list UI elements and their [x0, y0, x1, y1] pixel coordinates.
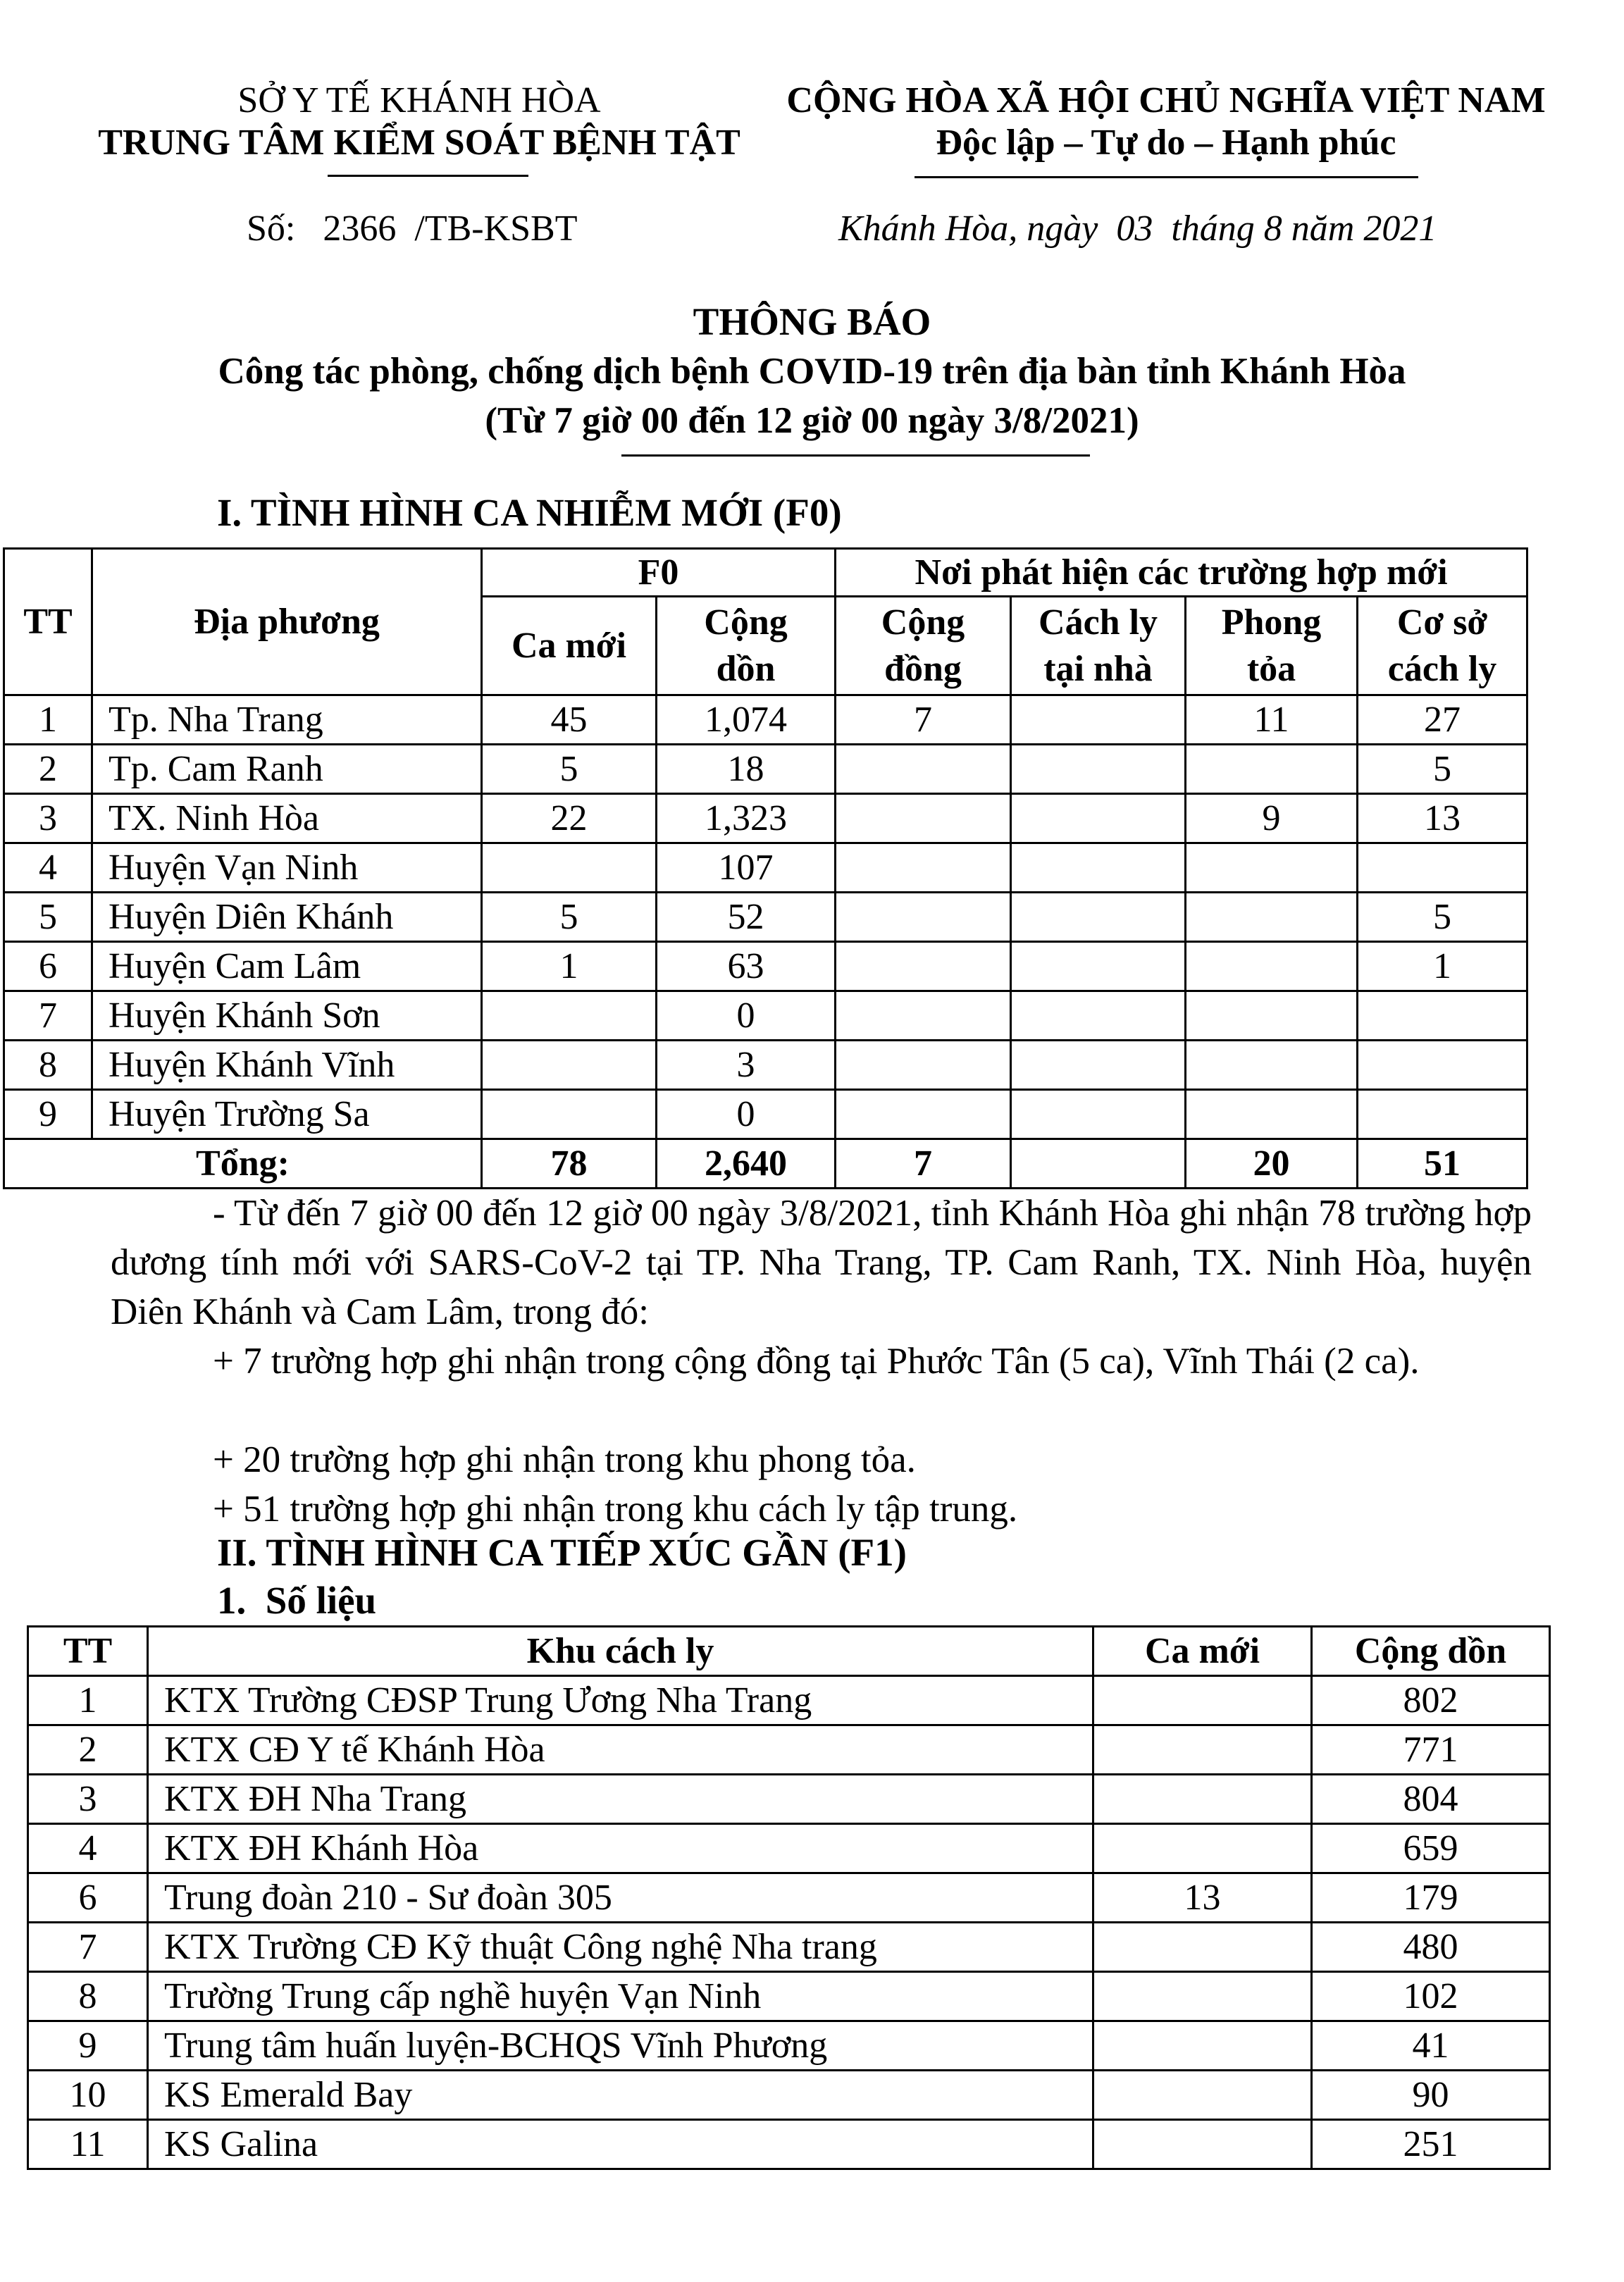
motto-underline	[915, 176, 1418, 178]
table-row	[28, 2071, 1550, 2120]
cell-new	[482, 1041, 657, 1090]
cell-lockdown	[1186, 1041, 1358, 1090]
cell-home	[1011, 794, 1186, 843]
header-lockdown-l1: Phong	[1221, 602, 1322, 643]
cell-tt: 7	[4, 991, 92, 1041]
table-row	[28, 2021, 1550, 2071]
table-row	[28, 1824, 1550, 1873]
cell-lockdown	[1186, 843, 1358, 893]
cell-community: 7	[836, 695, 1011, 745]
cell-home	[1011, 893, 1186, 942]
cell-home	[1011, 843, 1186, 893]
header-home-isolation-l2: tại nhà	[1043, 648, 1153, 689]
cell-locality: Huyện Khánh Vĩnh	[92, 1041, 482, 1090]
table-row	[4, 794, 1527, 843]
cell-new	[1093, 2120, 1312, 2169]
cell-home	[1011, 1090, 1186, 1139]
summary-paragraph: - Từ đến 7 giờ 00 đến 12 giờ 00 ngày 3/8/2021, tỉnh Khánh Hòa ghi nhận 78 trường hợp dương tính mới với SARS-CoV-2 tại TP. Nha Trang, TP. Cam Ranh, TX. Ninh Hòa, huyện Diên Khánh và Cam Lâm, trong đó:	[111, 1193, 1532, 1332]
cell-facility	[1358, 843, 1527, 893]
cell-new	[1093, 1923, 1312, 1972]
header-isolation-facility-l1: Cơ sở	[1396, 602, 1488, 643]
f1-table	[27, 1625, 1551, 2170]
facility-cases-note: + 51 trường hợp ghi nhận trong khu cách ly tập trung.	[213, 1489, 1018, 1530]
header-quarantine-area: Khu cách ly	[148, 1627, 1093, 1676]
table-row	[4, 1090, 1527, 1139]
cell-cumulative: 52	[657, 893, 836, 942]
cell-tt: 9	[4, 1090, 92, 1139]
cell-tt: 3	[28, 1775, 148, 1824]
cell-tt: 8	[4, 1041, 92, 1090]
cell-new	[1093, 1824, 1312, 1873]
document-period: (Từ 7 giờ 00 đến 12 giờ 00 ngày 3/8/2021)	[485, 400, 1139, 441]
cell-cumulative: 659	[1312, 1824, 1550, 1873]
cell-community	[836, 843, 1011, 893]
cell-new	[1093, 1972, 1312, 2021]
cell-community	[836, 1041, 1011, 1090]
cell-locality: TX. Ninh Hòa	[92, 794, 482, 843]
cell-lockdown	[1186, 942, 1358, 991]
table-row	[4, 942, 1527, 991]
cell-quarantine-area: Trung tâm huấn luyện-BCHQS Vĩnh Phương	[148, 2021, 1093, 2071]
cell-new	[482, 991, 657, 1041]
cell-quarantine-area: KTX ĐH Khánh Hòa	[148, 1824, 1093, 1873]
total-label: Tổng:	[4, 1139, 482, 1189]
agency-parent: SỞ Y TẾ KHÁNH HÒA	[237, 80, 601, 120]
table-row	[4, 1041, 1527, 1090]
cell-locality: Huyện Vạn Ninh	[92, 843, 482, 893]
cell-locality: Huyện Diên Khánh	[92, 893, 482, 942]
cell-locality: Huyện Cam Lâm	[92, 942, 482, 991]
header-cumulative-l1: Cộng	[704, 602, 788, 643]
title-underline	[621, 454, 1090, 457]
table-row	[4, 695, 1527, 745]
cell-quarantine-area: KS Emerald Bay	[148, 2071, 1093, 2120]
header-community-l1: Cộng	[881, 602, 965, 643]
header-cumulative	[657, 597, 836, 695]
cell-locality: Tp. Cam Ranh	[92, 745, 482, 794]
cell-tt: 4	[28, 1824, 148, 1873]
cell-tt: 11	[28, 2120, 148, 2169]
cell-tt: 1	[4, 695, 92, 745]
cell-community	[836, 991, 1011, 1041]
cell-cumulative: 771	[1312, 1725, 1550, 1775]
header-cumulative-l2: dồn	[716, 648, 776, 689]
national-motto: Độc lập – Tự do – Hạnh phúc	[936, 123, 1396, 163]
cell-home	[1011, 991, 1186, 1041]
cell-locality: Huyện Khánh Sơn	[92, 991, 482, 1041]
header-tt: TT	[28, 1627, 148, 1676]
cell-cumulative: 251	[1312, 2120, 1550, 2169]
cell-cumulative: 41	[1312, 2021, 1550, 2071]
cell-tt: 1	[28, 1676, 148, 1725]
header-community-l2: đồng	[884, 648, 962, 689]
cell-tt: 6	[4, 942, 92, 991]
cell-quarantine-area: Trung đoàn 210 - Sư đoàn 305	[148, 1873, 1093, 1923]
cell-new: 1	[482, 942, 657, 991]
total-new: 78	[482, 1139, 657, 1189]
total-lockdown: 20	[1186, 1139, 1358, 1189]
agency-name: TRUNG TÂM KIỂM SOÁT BỆNH TẬT	[98, 123, 740, 163]
header-lockdown-l2: tỏa	[1246, 648, 1296, 689]
table-row	[28, 2120, 1550, 2169]
cell-quarantine-area: KS Galina	[148, 2120, 1093, 2169]
country-name: CỘNG HÒA XÃ HỘI CHỦ NGHĨA VIỆT NAM	[786, 80, 1546, 120]
header-f0: F0	[482, 549, 836, 597]
cell-new: 45	[482, 695, 657, 745]
lockdown-cases-note: + 20 trường hợp ghi nhận trong khu phong tỏa.	[213, 1439, 916, 1480]
total-cumulative: 2,640	[657, 1139, 836, 1189]
cell-tt: 5	[4, 893, 92, 942]
table-row	[28, 1725, 1550, 1775]
table-row	[4, 843, 1527, 893]
cell-tt: 2	[4, 745, 92, 794]
cell-new	[1093, 2071, 1312, 2120]
cell-lockdown	[1186, 893, 1358, 942]
cell-community	[836, 893, 1011, 942]
cell-community	[836, 745, 1011, 794]
table-row	[28, 1972, 1550, 2021]
cell-tt: 3	[4, 794, 92, 843]
header-isolation-facility-l2: cách ly	[1387, 648, 1497, 689]
cell-tt: 9	[28, 2021, 148, 2071]
cell-cumulative: 804	[1312, 1775, 1550, 1824]
header-home-isolation-l1: Cách ly	[1039, 602, 1158, 643]
cell-quarantine-area: KTX Trường CĐSP Trung Ương Nha Trang	[148, 1676, 1093, 1725]
document-title: THÔNG BÁO	[693, 300, 931, 343]
cell-cumulative: 802	[1312, 1676, 1550, 1725]
cell-community	[836, 794, 1011, 843]
section-1-heading: I. TÌNH HÌNH CA NHIỄM MỚI (F0)	[217, 491, 842, 534]
table-row	[28, 1873, 1550, 1923]
cell-cumulative: 0	[657, 991, 836, 1041]
cell-facility: 1	[1358, 942, 1527, 991]
header-cumulative: Cộng dồn	[1312, 1627, 1550, 1676]
header-new-cases: Ca mới	[482, 597, 657, 695]
header-locality: Địa phương	[92, 549, 482, 695]
cell-facility: 13	[1358, 794, 1527, 843]
table-row	[4, 991, 1527, 1041]
document-number: Số: 2366 /TB-KSBT	[247, 209, 578, 249]
cell-new: 5	[482, 893, 657, 942]
cell-cumulative: 18	[657, 745, 836, 794]
total-row	[4, 1139, 1527, 1189]
document-subject: Công tác phòng, chống dịch bệnh COVID-19 trên địa bàn tỉnh Khánh Hòa	[218, 351, 1406, 392]
cell-new: 5	[482, 745, 657, 794]
cell-facility	[1358, 991, 1527, 1041]
table-row	[28, 1775, 1550, 1824]
cell-cumulative: 107	[657, 843, 836, 893]
cell-home	[1011, 942, 1186, 991]
cell-tt: 4	[4, 843, 92, 893]
cell-facility	[1358, 1041, 1527, 1090]
section-2-subheading: 1. Số liệu	[217, 1579, 377, 1622]
cell-tt: 7	[28, 1923, 148, 1972]
cell-lockdown	[1186, 1090, 1358, 1139]
cell-lockdown: 9	[1186, 794, 1358, 843]
cell-tt: 8	[28, 1972, 148, 2021]
cell-quarantine-area: KTX ĐH Nha Trang	[148, 1775, 1093, 1824]
cell-cumulative: 1,074	[657, 695, 836, 745]
cell-cumulative: 102	[1312, 1972, 1550, 2021]
cell-cumulative: 3	[657, 1041, 836, 1090]
cell-new	[1093, 1775, 1312, 1824]
header-community	[836, 597, 1011, 695]
cell-facility: 5	[1358, 893, 1527, 942]
cell-new: 13	[1093, 1873, 1312, 1923]
cell-new	[1093, 1676, 1312, 1725]
total-community: 7	[836, 1139, 1011, 1189]
cell-new	[1093, 2021, 1312, 2071]
cell-facility: 27	[1358, 695, 1527, 745]
cell-cumulative: 90	[1312, 2071, 1550, 2120]
community-cases-note: + 7 trường hợp ghi nhận trong cộng đồng tại Phước Tân (5 ca), Vĩnh Thái (2 ca).	[213, 1341, 1420, 1382]
cell-lockdown	[1186, 991, 1358, 1041]
table-row	[4, 745, 1527, 794]
cell-home	[1011, 745, 1186, 794]
cell-new	[482, 1090, 657, 1139]
place-and-date: Khánh Hòa, ngày 03 tháng 8 năm 2021	[838, 209, 1437, 249]
cell-cumulative: 0	[657, 1090, 836, 1139]
cell-new: 22	[482, 794, 657, 843]
cell-quarantine-area: KTX Trường CĐ Kỹ thuật Công nghệ Nha trang	[148, 1923, 1093, 1972]
cell-home	[1011, 695, 1186, 745]
total-home	[1011, 1139, 1186, 1189]
cell-cumulative: 1,323	[657, 794, 836, 843]
cell-locality: Tp. Nha Trang	[92, 695, 482, 745]
cell-lockdown: 11	[1186, 695, 1358, 745]
cell-community	[836, 942, 1011, 991]
header-tt: TT	[4, 549, 92, 695]
cell-tt: 10	[28, 2071, 148, 2120]
cell-locality: Huyện Trường Sa	[92, 1090, 482, 1139]
header-new-cases: Ca mới	[1093, 1627, 1312, 1676]
cell-quarantine-area: KTX CĐ Y tế Khánh Hòa	[148, 1725, 1093, 1775]
cell-community	[836, 1090, 1011, 1139]
cell-new	[1093, 1725, 1312, 1775]
cell-tt: 2	[28, 1725, 148, 1775]
cell-lockdown	[1186, 745, 1358, 794]
section-2-heading: II. TÌNH HÌNH CA TIẾP XÚC GẦN (F1)	[217, 1531, 907, 1574]
cell-new	[482, 843, 657, 893]
table-row	[28, 1923, 1550, 1972]
total-facility: 51	[1358, 1139, 1527, 1189]
header-home-isolation	[1011, 597, 1186, 695]
agency-underline	[328, 175, 528, 177]
header-isolation-facility	[1358, 597, 1527, 695]
cell-cumulative: 480	[1312, 1923, 1550, 1972]
header-detection-place: Nơi phát hiện các trường hợp mới	[836, 549, 1527, 597]
cell-home	[1011, 1041, 1186, 1090]
cell-facility: 5	[1358, 745, 1527, 794]
cell-tt: 6	[28, 1873, 148, 1923]
header-lockdown	[1186, 597, 1358, 695]
cell-quarantine-area: Trường Trung cấp nghề huyện Vạn Ninh	[148, 1972, 1093, 2021]
table-row	[4, 893, 1527, 942]
cell-cumulative: 179	[1312, 1873, 1550, 1923]
table-row	[28, 1676, 1550, 1725]
cell-facility	[1358, 1090, 1527, 1139]
f0-table	[3, 547, 1528, 1189]
cell-cumulative: 63	[657, 942, 836, 991]
